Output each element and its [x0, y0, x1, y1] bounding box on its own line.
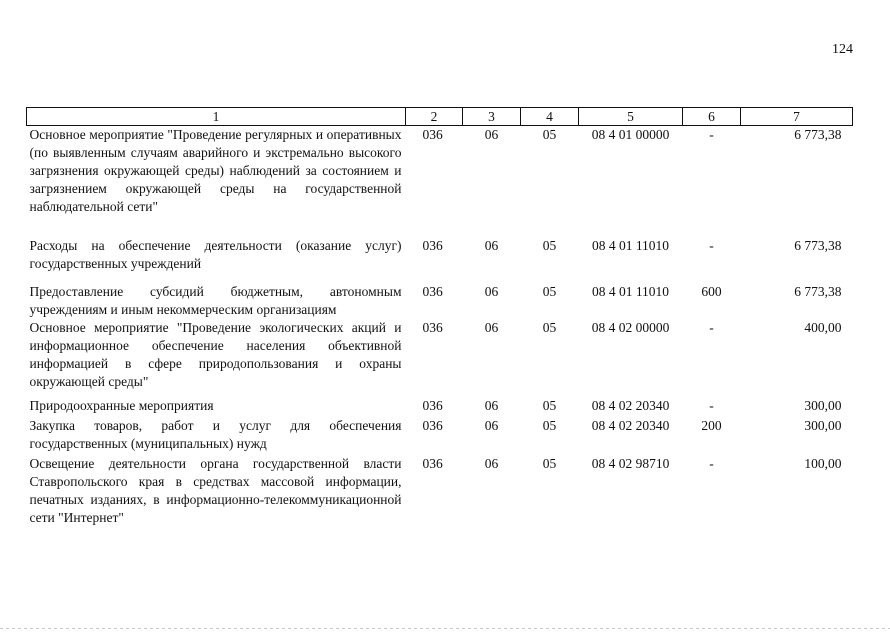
column-header: 4 [521, 108, 579, 126]
table-row [27, 283, 853, 319]
subsection-code: 05 [542, 283, 557, 299]
subsection-code: 05 [542, 237, 557, 253]
target-article-code: 08 4 01 11010 [591, 237, 670, 253]
target-article-code: 08 4 02 20340 [591, 397, 670, 413]
item-name: Основное мероприятие "Проведение экологических акций и информационное обеспечение населения объективной информацией в сфере природопользования и охраны окружающей среды" [29, 319, 402, 389]
target-article-code: 08 4 01 00000 [591, 127, 670, 142]
target-article-code: 08 4 01 11010 [591, 283, 670, 299]
amount: 6 773,38 [794, 127, 842, 142]
expense-type-code: - [709, 319, 714, 335]
column-header: 3 [463, 108, 521, 126]
amount: 300,00 [804, 397, 842, 413]
table-row [27, 126, 853, 237]
item-name: Расходы на обеспечение деятельности (оказание услуг) государственных учреждений [29, 237, 402, 271]
column-header: 6 [683, 108, 741, 126]
header-row [27, 108, 853, 126]
subsection-code: 05 [542, 397, 557, 413]
budget-table [26, 107, 853, 529]
subsection-code: 05 [542, 455, 557, 471]
table-row [27, 237, 853, 283]
ministry-code: 036 [422, 319, 443, 335]
ministry-code: 036 [422, 283, 443, 299]
section-code: 06 [484, 397, 499, 413]
target-article-code: 08 4 02 98710 [591, 455, 670, 471]
table-row [27, 397, 853, 417]
section-code: 06 [484, 237, 499, 253]
section-code: 06 [484, 283, 499, 299]
subsection-code: 05 [542, 319, 557, 335]
ministry-code: 036 [422, 237, 443, 253]
subsection-code: 05 [542, 417, 557, 433]
column-header: 7 [741, 108, 853, 126]
item-name: Закупка товаров, работ и услуг для обеспечения государственных (муниципальных) нужд [29, 417, 402, 451]
section-code: 06 [484, 319, 499, 335]
column-header: 1 [27, 108, 406, 126]
section-code: 06 [484, 417, 499, 433]
expense-type-code: - [709, 455, 714, 471]
amount: 100,00 [804, 455, 842, 471]
subsection-code: 05 [542, 127, 557, 142]
column-header: 2 [406, 108, 463, 126]
page-number: 124 [832, 42, 853, 57]
ministry-code: 036 [422, 455, 443, 471]
section-code: 06 [484, 455, 499, 471]
amount: 400,00 [804, 319, 842, 335]
target-article-code: 08 4 02 00000 [591, 319, 670, 335]
expense-type-code: 600 [701, 283, 722, 299]
ministry-code: 036 [422, 127, 443, 142]
table-row [27, 319, 853, 397]
amount: 6 773,38 [794, 283, 842, 299]
expense-type-code: - [709, 397, 714, 413]
ministry-code: 036 [422, 417, 443, 433]
item-name: Природоохранные мероприятия [29, 397, 214, 413]
column-header: 5 [579, 108, 683, 126]
item-name: Освещение деятельности органа государственной власти Ставропольского края в средствах массовой информации, печатных изданиях, в информационно-телекоммуникационной сети "Интернет" [29, 455, 402, 525]
ministry-code: 036 [422, 397, 443, 413]
target-article-code: 08 4 02 20340 [591, 417, 670, 433]
item-name: Предоставление субсидий бюджетным, автономным учреждениям и иным некоммерческим организациям [29, 283, 402, 317]
section-code: 06 [484, 127, 499, 142]
scan-edge-line [0, 628, 890, 629]
expense-type-code: 200 [701, 417, 722, 433]
expense-type-code: - [709, 127, 714, 142]
expense-type-code: - [709, 237, 714, 253]
table-row [27, 455, 853, 529]
amount: 6 773,38 [794, 237, 842, 253]
amount: 300,00 [804, 417, 842, 433]
item-name: Основное мероприятие "Проведение регулярных и оперативных (по выявленным случаям аварийного и экстремально высокого загрязнения окружающей среды) наблюдений за состоянием и загрязнением окружающей среды на государственной наблюдательной сети" [29, 127, 402, 214]
table-row [27, 417, 853, 455]
